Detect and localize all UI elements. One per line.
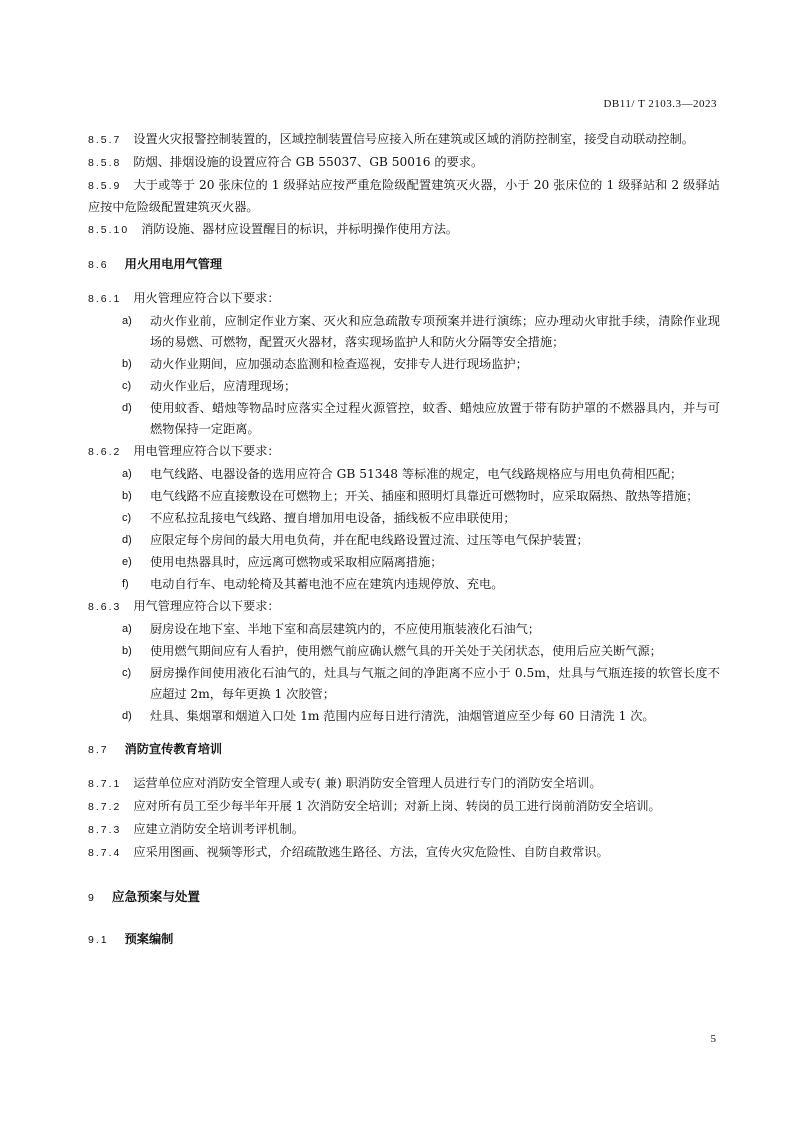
list-item-text: 动火作业前，应制定作业方案、灭火和应急疏散专项预案并进行演练；应办理动火审批手续，清除作业现场的易燃、可燃物，配置灭火器材，落实现场监护人和防火分隔等安全措施； bbox=[150, 314, 720, 349]
list-item bbox=[88, 376, 720, 397]
list-item-text: 应限定每个房间的最大用电负荷，并在配电线路设置过流、过压等电气保护装置； bbox=[150, 533, 589, 547]
list-item bbox=[88, 464, 720, 485]
section-number: 9.1 bbox=[88, 934, 109, 946]
clause-8-7-2 bbox=[88, 796, 720, 818]
clause-text: 运营单位应对消防安全管理人或专( 兼) 职消防安全管理人员进行专门的消防安全培训。 bbox=[133, 776, 602, 790]
section-title: 用火用电用气管理 bbox=[124, 257, 223, 271]
list-item-text: 厨房设在地下室、半地下室和高层建筑内的，不应使用瓶装液化石油气； bbox=[150, 622, 540, 636]
section-number: 8.6 bbox=[88, 259, 109, 271]
list-item-text: 不应私拉乱接电气线路、擅自增加用电设备，插线板不应串联使用； bbox=[150, 511, 516, 525]
clause-8-7-1 bbox=[88, 773, 720, 795]
list-marker: e) bbox=[122, 556, 132, 568]
list-item bbox=[88, 574, 720, 595]
list-item bbox=[88, 552, 720, 573]
clause-number: 8.5.9 bbox=[88, 180, 122, 192]
list-item bbox=[88, 663, 720, 705]
list-item bbox=[88, 530, 720, 551]
clause-text: 设置火灾报警控制装置的，区域控制装置信号应接入所在建筑或区域的消防控制室，接受自动联动控制。 bbox=[133, 132, 694, 146]
list-item bbox=[88, 641, 720, 662]
clause-8-7-4 bbox=[88, 842, 720, 864]
list-item-text: 厨房操作间使用液化石油气的，灶具与气瓶之间的净距离不应小于 0.5m，灶具与气瓶连接的软管长度不应超过 2m，每年更换 1 次胶管； bbox=[150, 666, 720, 701]
clause-text: 用火管理应符合以下要求： bbox=[133, 291, 280, 305]
list-marker: c) bbox=[122, 512, 132, 524]
clause-8-5-9 bbox=[88, 175, 720, 218]
list-marker: b) bbox=[122, 645, 132, 657]
list-marker: c) bbox=[122, 667, 132, 679]
clause-number: 8.7.3 bbox=[88, 824, 122, 836]
section-title: 消防宣传教育培训 bbox=[124, 742, 223, 756]
clause-number: 8.5.8 bbox=[88, 157, 122, 169]
clause-number: 8.6.1 bbox=[88, 293, 122, 305]
list-marker: f) bbox=[122, 578, 129, 590]
clause-number: 8.7.4 bbox=[88, 847, 122, 859]
list-marker: b) bbox=[122, 490, 132, 502]
list-item-text: 电气线路、电器设备的选用应符合 GB 51348 等标准的规定，电气线路规格应与用电负荷相匹配； bbox=[150, 467, 683, 481]
clause-8-5-10 bbox=[88, 219, 720, 241]
section-title: 预案编制 bbox=[124, 932, 174, 946]
list-item bbox=[88, 706, 720, 727]
clause-text: 应对所有员工至少每半年开展 1 次消防安全培训；对新上岗、转岗的员工进行岗前消防安全培训。 bbox=[133, 799, 661, 813]
list-item-text: 动火作业期间，应加强动态监测和检查巡视，安排专人进行现场监护； bbox=[150, 357, 528, 371]
clause-text: 消防设施、器材应设置醒目的标识，并标明操作使用方法。 bbox=[141, 222, 459, 236]
list-item bbox=[88, 398, 720, 440]
list-item-text: 使用蚊香、蜡烛等物品时应落实全过程火源管控，蚊香、蜡烛应放置于带有防护罩的不燃器具内，并与可燃物保持一定距离。 bbox=[150, 401, 720, 436]
list-item-text: 使用燃气期间应有人看护，使用燃气前应确认燃气具的开关处于关闭状态，使用后应关断气源； bbox=[150, 644, 662, 658]
clause-8-5-7 bbox=[88, 129, 720, 151]
section-heading-9-1 bbox=[88, 929, 720, 951]
section-heading-8-6 bbox=[88, 254, 720, 276]
list-marker: d) bbox=[122, 710, 132, 722]
document-id: DB11/ T 2103.3—2023 bbox=[603, 98, 717, 110]
clause-number: 8.5.7 bbox=[88, 134, 122, 146]
clause-number: 8.7.2 bbox=[88, 801, 122, 813]
list-marker: b) bbox=[122, 358, 132, 370]
clause-number: 8.7.1 bbox=[88, 778, 122, 790]
clause-text: 应采用图画、视频等形式，介绍疏散逃生路径、方法，宣传火灾危险性、自防自救常识。 bbox=[133, 845, 609, 859]
list-marker: d) bbox=[122, 402, 132, 414]
list-marker: d) bbox=[122, 534, 132, 546]
clause-8-6-3 bbox=[88, 596, 720, 618]
list-item bbox=[88, 508, 720, 529]
page-number: 5 bbox=[710, 1033, 716, 1045]
clause-text: 用电管理应符合以下要求： bbox=[133, 444, 280, 458]
list-item-text: 电气线路不应直接敷设在可燃物上；开关、插座和照明灯具靠近可燃物时，应采取隔热、散热等措施； bbox=[150, 489, 699, 503]
list-marker: a) bbox=[122, 315, 132, 327]
clause-text: 用气管理应符合以下要求： bbox=[133, 599, 280, 613]
chapter-title: 应急预案与处置 bbox=[111, 889, 200, 904]
clause-text: 大于或等于 20 张床位的 1 级驿站应按严重危险级配置建筑灭火器，小于 20 张床位的 1 级驿站和 2 级驿站应按中危险级配置建筑灭火器。 bbox=[88, 178, 720, 214]
list-item-text: 灶具、集烟罩和烟道入口处 1m 范围内应每日进行清洗，油烟管道应至少每 60 日清洗 1 次。 bbox=[150, 709, 655, 723]
clause-8-5-8 bbox=[88, 152, 720, 174]
chapter-number: 9 bbox=[88, 892, 96, 904]
section-number: 8.7 bbox=[88, 744, 109, 756]
clause-number: 8.5.10 bbox=[88, 224, 130, 236]
clause-8-6-1 bbox=[88, 288, 720, 310]
list-item-text: 动火作业后，应清理现场； bbox=[150, 379, 297, 393]
chapter-heading-9 bbox=[88, 886, 720, 909]
list-item bbox=[88, 619, 720, 640]
clause-text: 防烟、排烟设施的设置应符合 GB 55037、GB 50016 的要求。 bbox=[133, 155, 484, 169]
list-item bbox=[88, 486, 720, 507]
list-item bbox=[88, 311, 720, 353]
list-item bbox=[88, 354, 720, 375]
list-marker: a) bbox=[122, 623, 132, 635]
list-item-text: 使用电热器具时，应远离可燃物或采取相应隔离措施； bbox=[150, 555, 443, 569]
list-marker: a) bbox=[122, 468, 132, 480]
document-body bbox=[88, 129, 720, 951]
clause-number: 8.6.3 bbox=[88, 601, 122, 613]
section-heading-8-7 bbox=[88, 739, 720, 761]
clause-8-6-2 bbox=[88, 441, 720, 463]
clause-8-7-3 bbox=[88, 819, 720, 841]
clause-text: 应建立消防安全培训考评机制。 bbox=[133, 822, 304, 836]
list-marker: c) bbox=[122, 380, 132, 392]
list-item-text: 电动自行车、电动轮椅及其蓄电池不应在建筑内违规停放、充电。 bbox=[150, 577, 504, 591]
clause-number: 8.6.2 bbox=[88, 446, 122, 458]
